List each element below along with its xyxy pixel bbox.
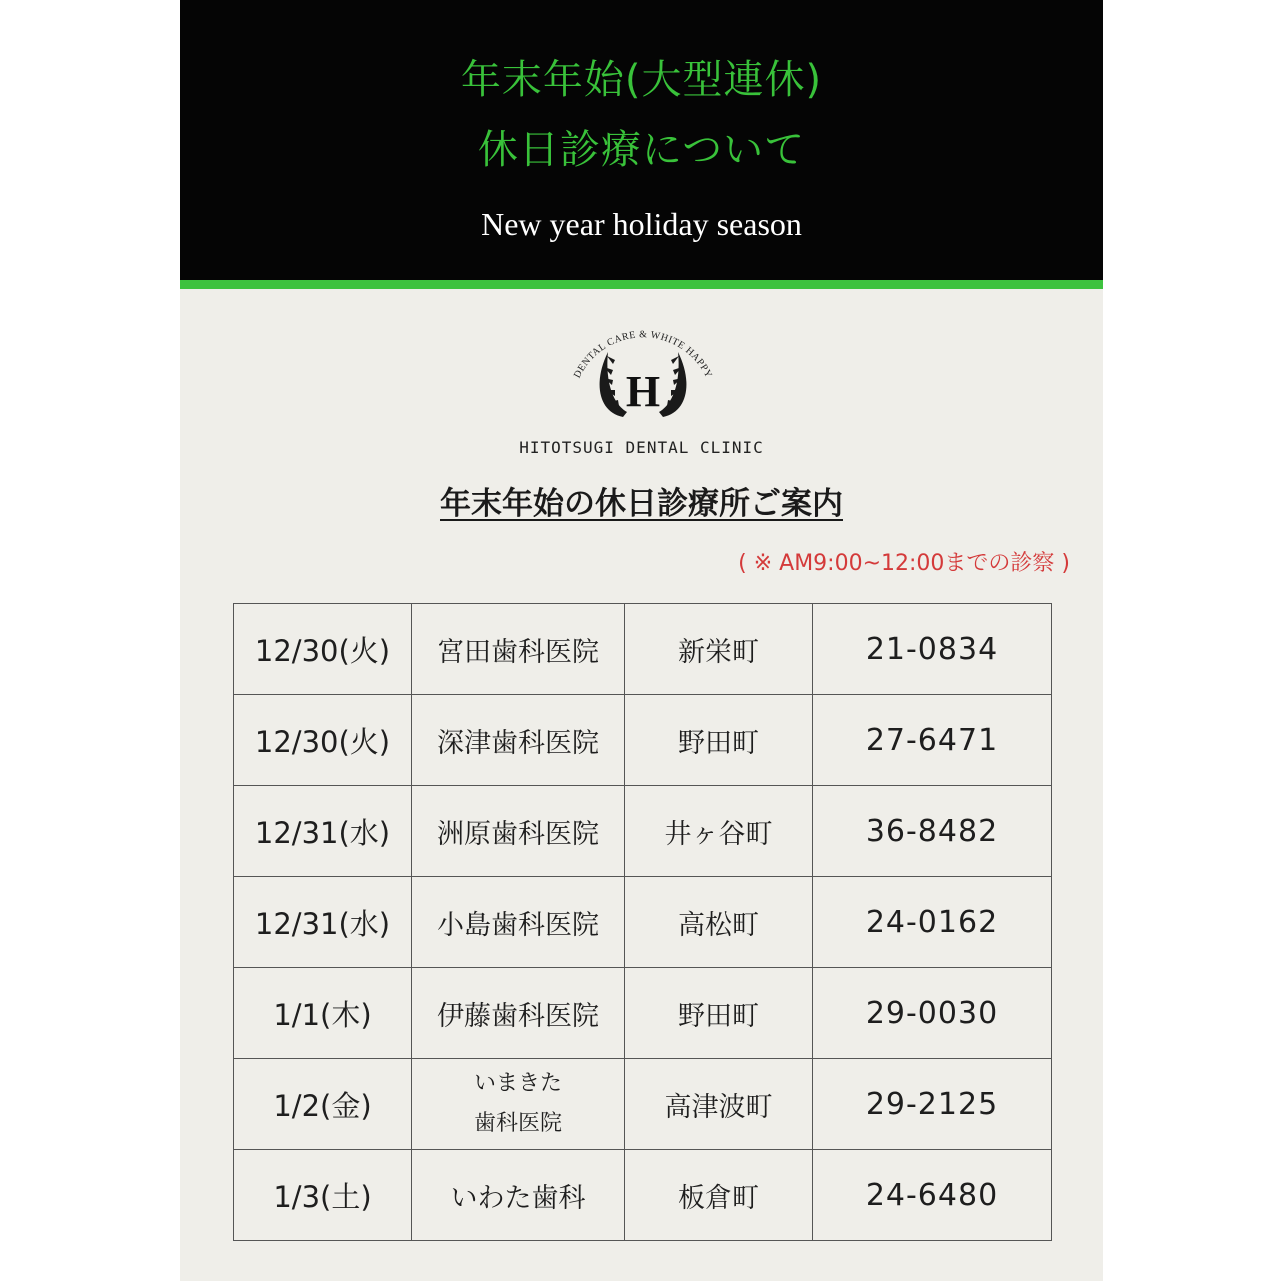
date-cell: 1/3(土) — [234, 1150, 412, 1241]
phone-cell: 24-0162 — [813, 877, 1052, 968]
clinic-logo — [563, 312, 723, 427]
table-row — [234, 786, 1052, 877]
table-row — [234, 604, 1052, 695]
green-divider — [180, 280, 1103, 289]
notice-title — [180, 478, 1103, 523]
logo-letter: H — [625, 367, 661, 416]
clinic-name-line-1: いまきた — [473, 1071, 562, 1096]
date-cell: 1/1(木) — [234, 968, 412, 1059]
phone-cell: 29-2125 — [813, 1059, 1052, 1150]
holiday-notice-poster — [180, 0, 1103, 1281]
phone-cell: 27-6471 — [813, 695, 1052, 786]
clinic-cell: いわた歯科 — [412, 1150, 625, 1241]
title-line-2: 休日診療について — [477, 127, 806, 173]
date-cell: 12/31(水) — [234, 786, 412, 877]
phone-cell: 21-0834 — [813, 604, 1052, 695]
date-cell: 12/30(火) — [234, 695, 412, 786]
table-row — [234, 695, 1052, 786]
english-subtitle: New year holiday season — [481, 206, 802, 242]
table-row — [234, 877, 1052, 968]
town-cell: 板倉町 — [625, 1150, 813, 1241]
hours-note: ( ※ AM9:00~12:00までの診察 ) — [738, 551, 1070, 576]
town-cell: 井ヶ谷町 — [625, 786, 813, 877]
laurel-left-icon — [600, 352, 627, 417]
phone-cell: 36-8482 — [813, 786, 1052, 877]
header-banner — [180, 0, 1103, 280]
town-cell: 野田町 — [625, 968, 813, 1059]
date-cell: 1/2(金) — [234, 1059, 412, 1150]
town-cell: 高津波町 — [625, 1059, 813, 1150]
notice-title-text: 年末年始の休日診療所ご案内 — [440, 486, 843, 522]
clinic-name-line-2: 歯科医院 — [473, 1111, 562, 1136]
date-cell: 12/31(水) — [234, 877, 412, 968]
town-cell: 野田町 — [625, 695, 813, 786]
table-row — [234, 1150, 1052, 1241]
clinic-cell: 宮田歯科医院 — [412, 604, 625, 695]
date-cell: 12/30(火) — [234, 604, 412, 695]
clinic-cell — [412, 1059, 625, 1150]
phone-cell: 24-6480 — [813, 1150, 1052, 1241]
table-row — [234, 968, 1052, 1059]
clinic-cell: 伊藤歯科医院 — [412, 968, 625, 1059]
clinic-cell: 小島歯科医院 — [412, 877, 625, 968]
table-row — [234, 1059, 1052, 1150]
holiday-schedule-table — [233, 603, 1052, 1241]
clinic-name: HITOTSUGI DENTAL CLINIC — [519, 438, 764, 457]
laurel-right-icon — [659, 352, 686, 417]
clinic-cell: 洲原歯科医院 — [412, 786, 625, 877]
logo-arc-text: DENTAL CARE & WHITE HAPPY — [571, 329, 715, 381]
town-cell: 新栄町 — [625, 604, 813, 695]
clinic-cell: 深津歯科医院 — [412, 695, 625, 786]
title-line-1: 年末年始(大型連休) — [460, 57, 823, 103]
phone-cell: 29-0030 — [813, 968, 1052, 1059]
town-cell: 高松町 — [625, 877, 813, 968]
